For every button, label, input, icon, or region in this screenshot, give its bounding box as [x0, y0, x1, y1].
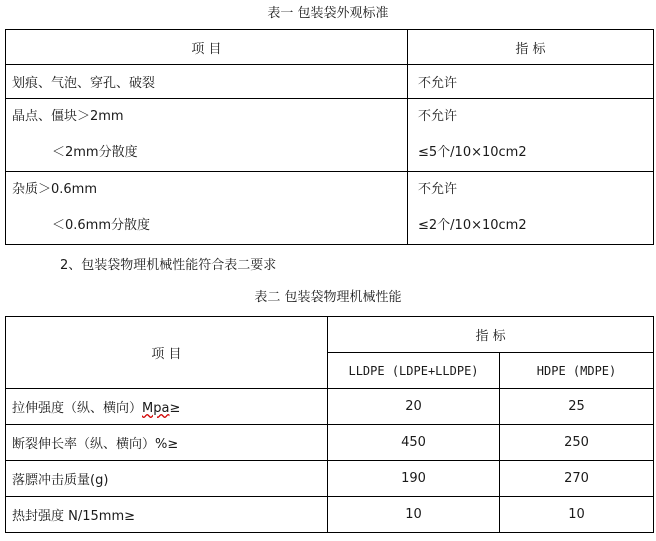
- row-spec-sub: ≤5个/10×10cm2: [418, 145, 527, 160]
- table2-caption: 表二 包装袋物理机械性能: [254, 290, 402, 305]
- header-spec: 指 标: [408, 30, 654, 65]
- row-item: [6, 99, 408, 172]
- table-row: [6, 172, 654, 245]
- header-item: 项 目: [6, 30, 408, 65]
- row-item-suffix: ≥: [169, 401, 181, 416]
- appearance-standard-table: [5, 29, 654, 245]
- row-item-sub: ＜2mm分散度: [52, 145, 138, 160]
- row-spec-sub: ≤2个/10×10cm2: [418, 218, 527, 233]
- table-row: [6, 389, 654, 425]
- table1-caption: 表一 包装袋外观标准: [267, 6, 389, 21]
- row-item-main: 杂质＞0.6mm: [12, 182, 98, 197]
- table-header-row: [6, 30, 654, 65]
- table-row: [6, 425, 654, 461]
- table-header-row: [6, 317, 654, 353]
- header-spec: 指 标: [328, 317, 654, 353]
- row-spec: 不允许: [408, 65, 654, 99]
- row-item-sub: ＜0.6mm分散度: [52, 218, 151, 233]
- row-item-main: 晶点、僵块＞2mm: [12, 109, 124, 124]
- row-value-lldpe: 20: [328, 389, 500, 425]
- row-spec-main: 不允许: [418, 109, 458, 124]
- row-spec: [408, 172, 654, 245]
- row-item: 落膘冲击质量(g): [6, 461, 328, 497]
- mechanical-properties-table: [5, 316, 654, 533]
- table-row: [6, 497, 654, 533]
- row-spec: [408, 99, 654, 172]
- header-col-hdpe: HDPE (MDPE): [500, 353, 654, 389]
- row-value-hdpe: 270: [500, 461, 654, 497]
- row-value-hdpe: 25: [500, 389, 654, 425]
- row-value-lldpe: 190: [328, 461, 500, 497]
- row-item: [6, 172, 408, 245]
- row-item: [6, 389, 328, 425]
- row-spec-main: 不允许: [418, 182, 458, 197]
- row-item: 断裂伸长率（纵、横向）%≥: [6, 425, 328, 461]
- table-row: [6, 65, 654, 99]
- row-item-unit: Mpa: [142, 401, 170, 416]
- table-row: [6, 99, 654, 172]
- row-value-lldpe: 450: [328, 425, 500, 461]
- header-item: 项 目: [6, 317, 328, 389]
- row-value-hdpe: 10: [500, 497, 654, 533]
- header-col-lldpe: LLDPE (LDPE+LLDPE): [328, 353, 500, 389]
- requirement-paragraph: 2、包装袋物理机械性能符合表二要求: [60, 258, 277, 273]
- row-value-lldpe: 10: [328, 497, 500, 533]
- row-value-hdpe: 250: [500, 425, 654, 461]
- row-item: 划痕、气泡、穿孔、破裂: [6, 65, 408, 99]
- row-item: 热封强度 N/15mm≥: [6, 497, 328, 533]
- table-row: [6, 461, 654, 497]
- row-item-text: 拉伸强度（纵、横向）: [12, 401, 143, 416]
